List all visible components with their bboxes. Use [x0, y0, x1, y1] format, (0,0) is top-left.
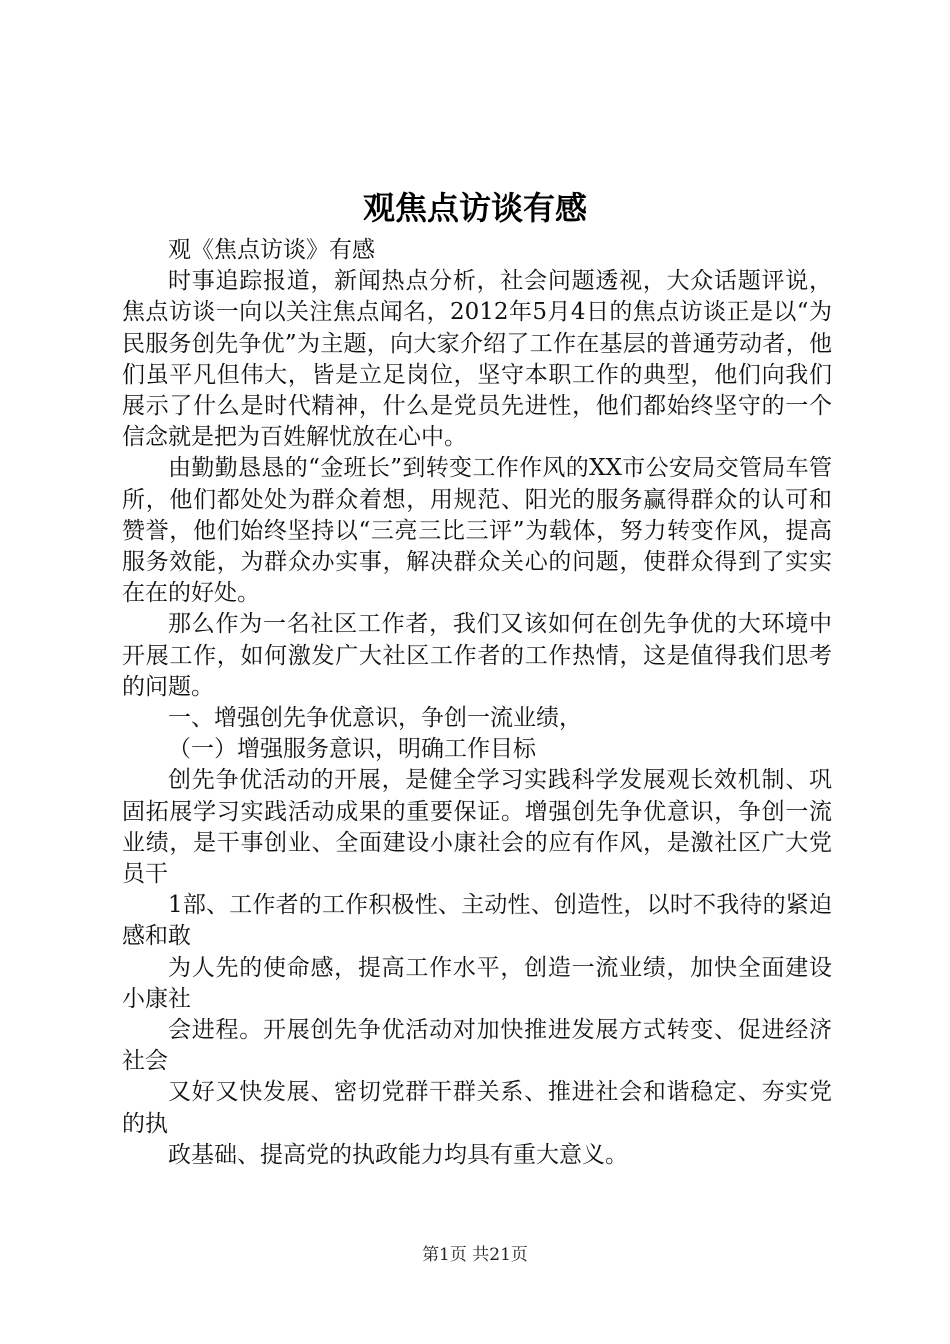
document-title: 观焦点访谈有感 [362, 189, 587, 227]
paragraph: 时事追踪报道，新闻热点分析，社会问题透视，大众话题评说，焦点访谈一向以关注焦点闻名，2012年5月4日的焦点访谈正是以“为民服务创先争优”为主题，向大家介绍了工作在基层的普通劳动者，他们虽平凡但伟大，皆是立足岗位，坚守本职工作的典型，他们向我们展示了什么是时代精神，什么是党员先进性，他们都始终坚守的一个信念就是把为百姓解忧放在心中。 [122, 268, 832, 451]
paragraph: 观《焦点访谈》有感 [168, 237, 375, 263]
paragraph: 政基础、提高党的执政能力均具有重大意义。 [168, 1141, 628, 1168]
section-heading: 一、增强创先争优意识，争创一流业绩， [168, 705, 582, 732]
subsection-heading: （一）增强服务意识，明确工作目标 [168, 736, 536, 763]
paragraph: 为人先的使命感，提高工作水平，创造一流业绩，加快全面建设小康社 [122, 954, 832, 1012]
paragraph: 又好又快发展、密切党群干群关系、推进社会和谐稳定、夯实党的执 [122, 1079, 832, 1137]
paragraph: 会进程。开展创先争优活动对加快推进发展方式转变、促进经济社会 [122, 1017, 832, 1075]
paragraph: 创先争优活动的开展，是健全学习实践科学发展观长效机制、巩固拓展学习实践活动成果的重要保证。增强创先争优意识，争创一流业绩，是干事创业、全面建设小康社会的应有作风，是激社区广大党员干 [122, 767, 832, 888]
document-body [122, 235, 832, 1171]
paragraph: 1部、工作者的工作积极性、主动性、创造性，以时不我待的紧迫感和敢 [122, 892, 832, 950]
paragraph: 由勤勤恳恳的“金班长”到转变工作作风的XX市公安局交管局车管所，他们都处处为群众着想，用规范、阳光的服务赢得群众的认可和赞誉，他们始终坚持以“三亮三比三评”为载体，努力转变作风，提高服务效能，为群众办实事，解决群众关心的问题，使群众得到了实实在在的好处。 [122, 455, 832, 607]
page-footer: 第1页 共21页 [422, 1245, 528, 1265]
paragraph: 那么作为一名社区工作者，我们又该如何在创先争优的大环境中开展工作，如何激发广大社区工作者的工作热情，这是值得我们思考的问题。 [122, 611, 832, 700]
